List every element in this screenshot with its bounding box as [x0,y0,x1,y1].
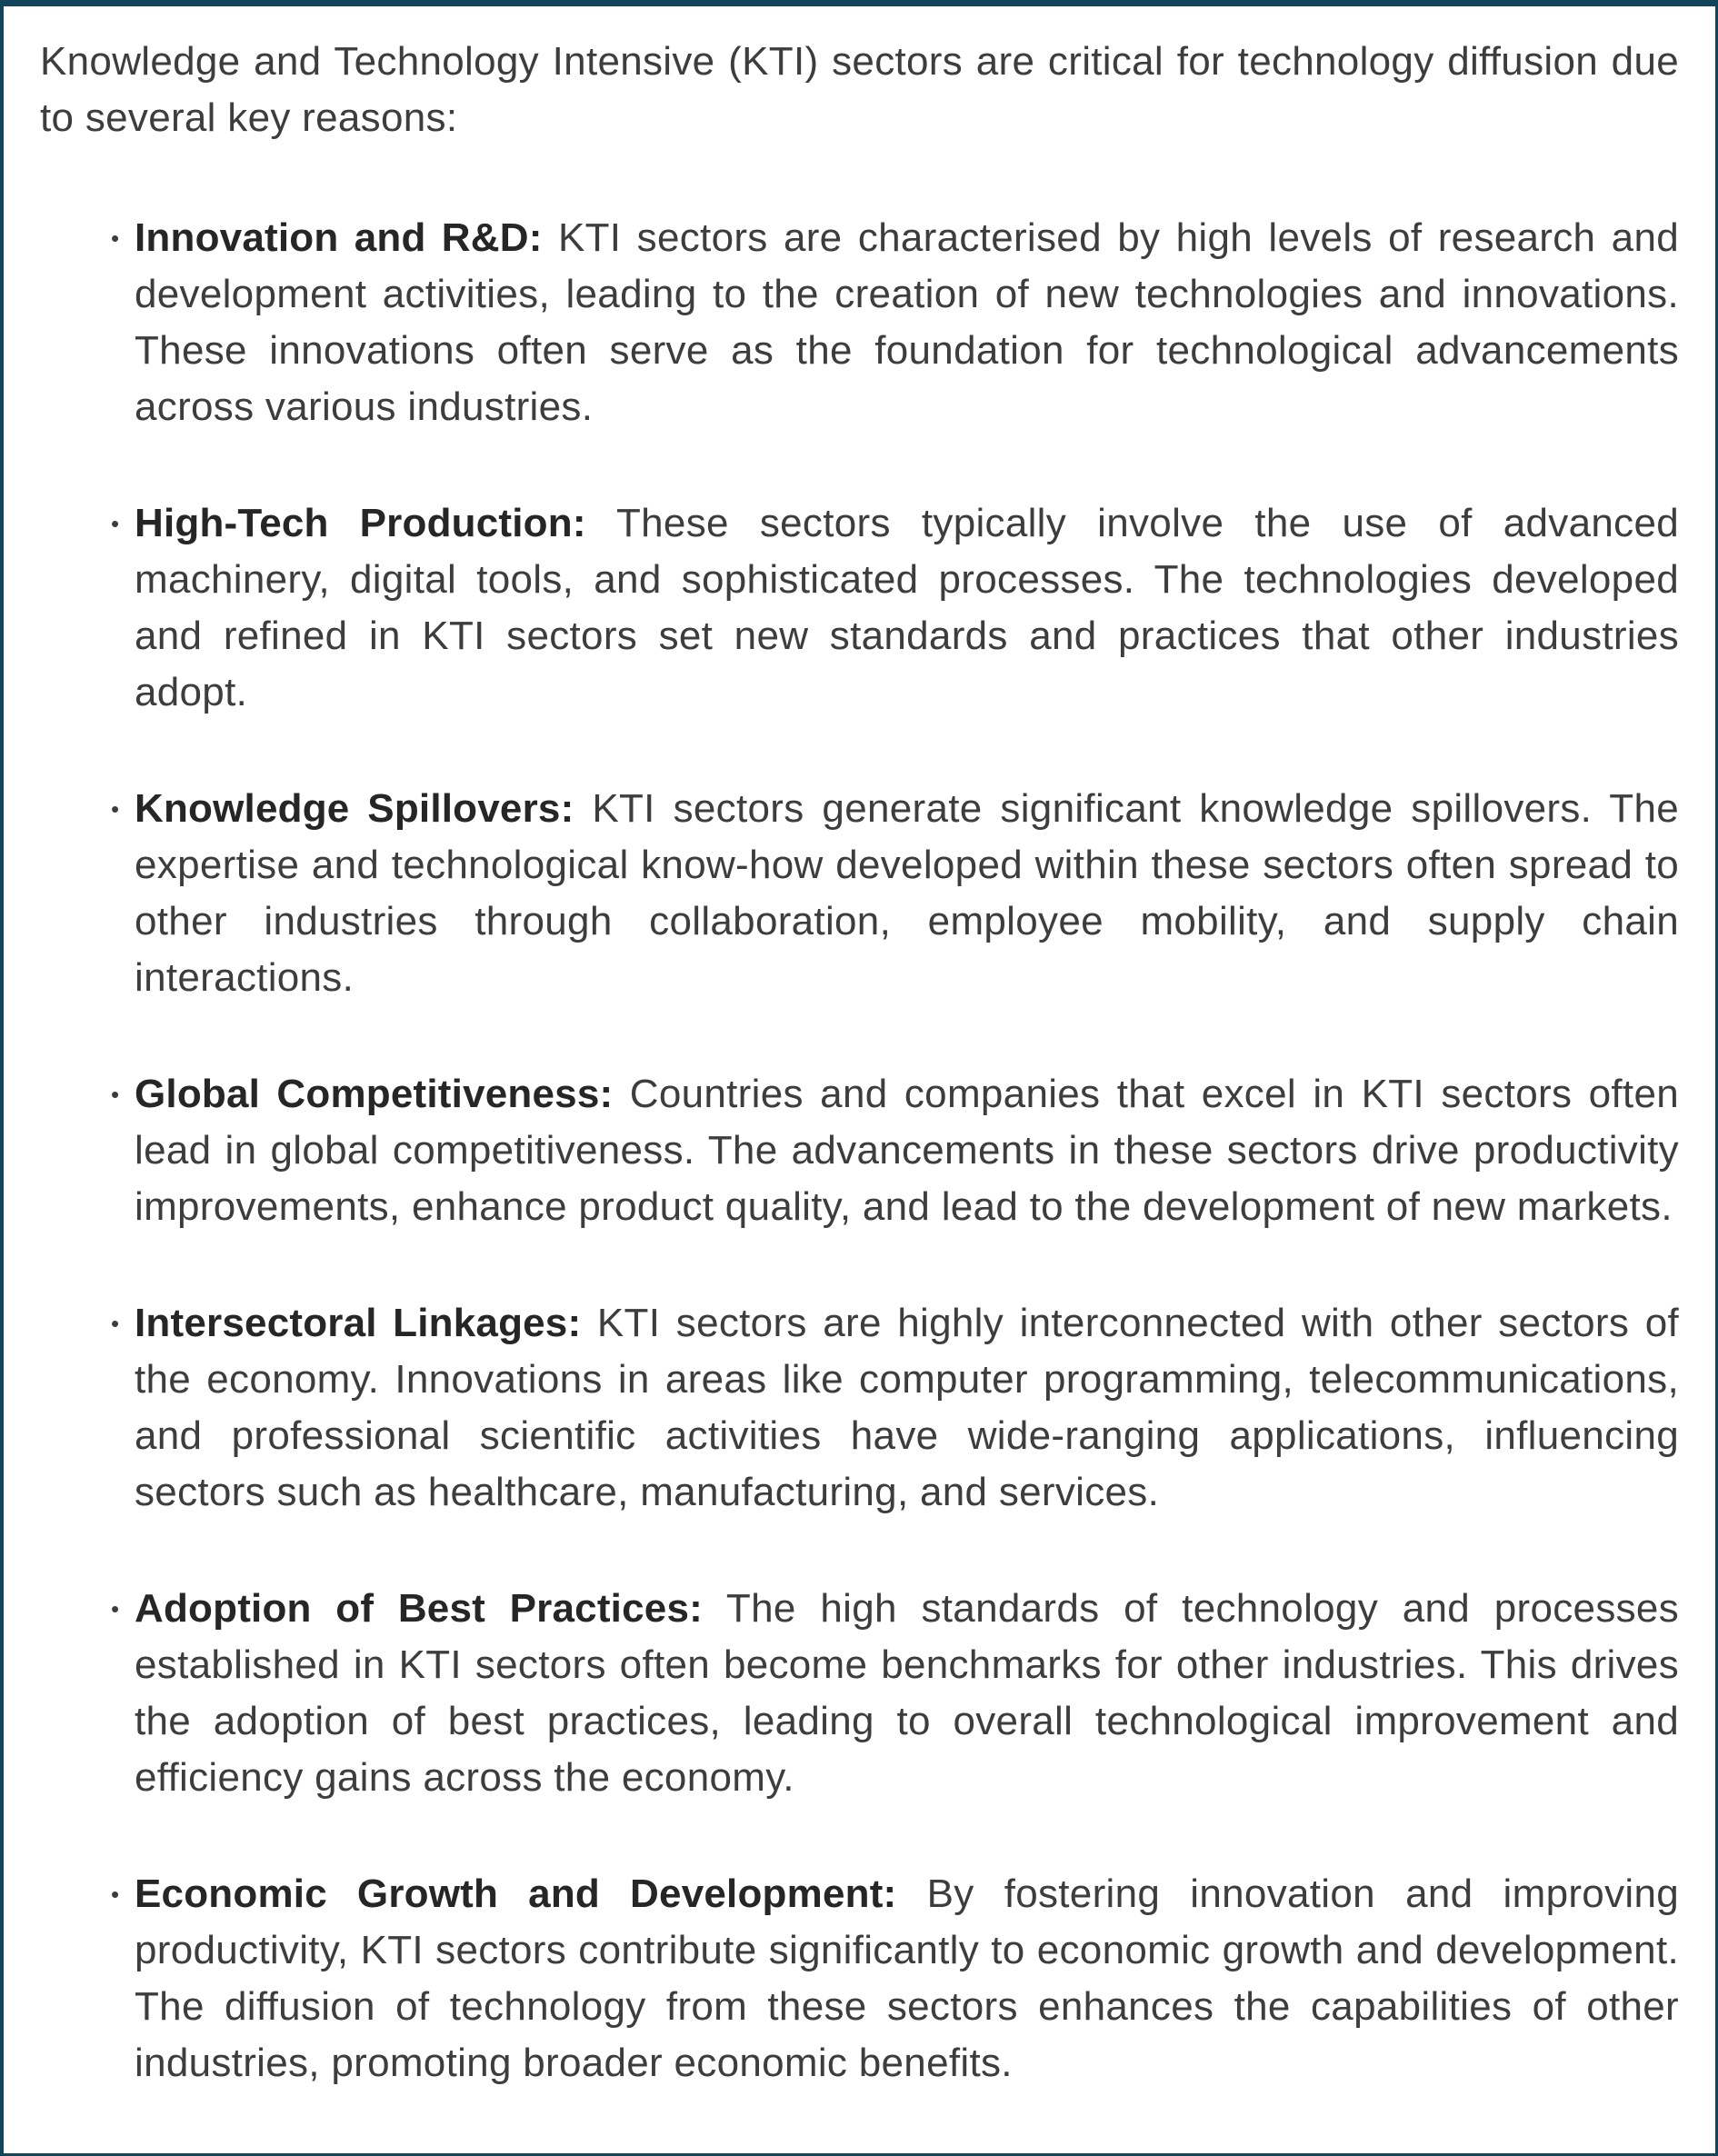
bullet-icon: • [111,795,120,823]
bullet-title: Adoption of Best Practices: [135,1586,703,1631]
intro-paragraph: Knowledge and Technology Intensive (KTI) sectors are critical for technology diffusion due to several key reasons: [40,39,1679,140]
bullet-title: Global Competitiveness: [135,1072,614,1116]
list-item [111,1295,1679,1521]
bullet-icon: • [111,1081,120,1108]
bullet-text: The high standards of technology and processes established in KTI sectors often become benchmarks for other industries. This drives the adoption of best practices, leading to overall technological improvement and efficiency gains across the economy. [135,1586,1679,1800]
bullet-title: Knowledge Spillovers: [135,786,574,831]
bullet-icon: • [111,1881,120,1908]
bullet-title: Economic Growth and Development: [135,1872,897,1916]
list-item [111,1866,1679,2091]
bullet-title: Intersectoral Linkages: [135,1301,582,1345]
list-item [111,1066,1679,1235]
bullet-title: High-Tech Production: [135,501,586,545]
bullet-icon: • [111,1595,120,1622]
bullet-text: KTI sectors are characterised by high levels of research and development activities, leading to the creation of new technologies and innovations. These innovations often serve as the foundation for technological advancements across various industries. [135,215,1679,429]
bullet-title: Innovation and R&D: [135,215,543,260]
list-item [111,210,1679,435]
bullet-text: Countries and companies that excel in KTI sectors often lead in global competitiveness. The advancements in these sectors drive productivity improvements, enhance product quality, and lead to the development of new markets. [135,1072,1679,1229]
bullet-icon: • [111,225,120,252]
bullet-text: KTI sectors are highly interconnected with other sectors of the economy. Innovations in areas like computer programming, telecommunications, and professional scientific activities have wide-ranging applications, influencing sectors such as healthcare, manufacturing, and services. [135,1301,1680,1514]
list-item [111,781,1679,1006]
bullet-text: KTI sectors generate significant knowledge spillovers. The expertise and technological know-how developed within these sectors often spread to other industries through collaboration, employee mobility, and supply chain interactions. [135,786,1680,1000]
bullet-text: By fostering innovation and improving productivity, KTI sectors contribute significantly to economic growth and development. The diffusion of technology from these sectors enhances the capabilities of other industries, promoting broader economic benefits. [135,1872,1679,2085]
bullet-icon: • [111,1310,120,1337]
bullet-list [40,210,1679,2091]
list-item [111,1581,1679,1806]
bullet-text: These sectors typically involve the use of advanced machinery, digital tools, and sophisticated processes. The technologies developed and refined in KTI sectors set new standards and practices that other industries adopt. [135,501,1679,714]
list-item [111,495,1679,721]
bullet-icon: • [111,510,120,537]
